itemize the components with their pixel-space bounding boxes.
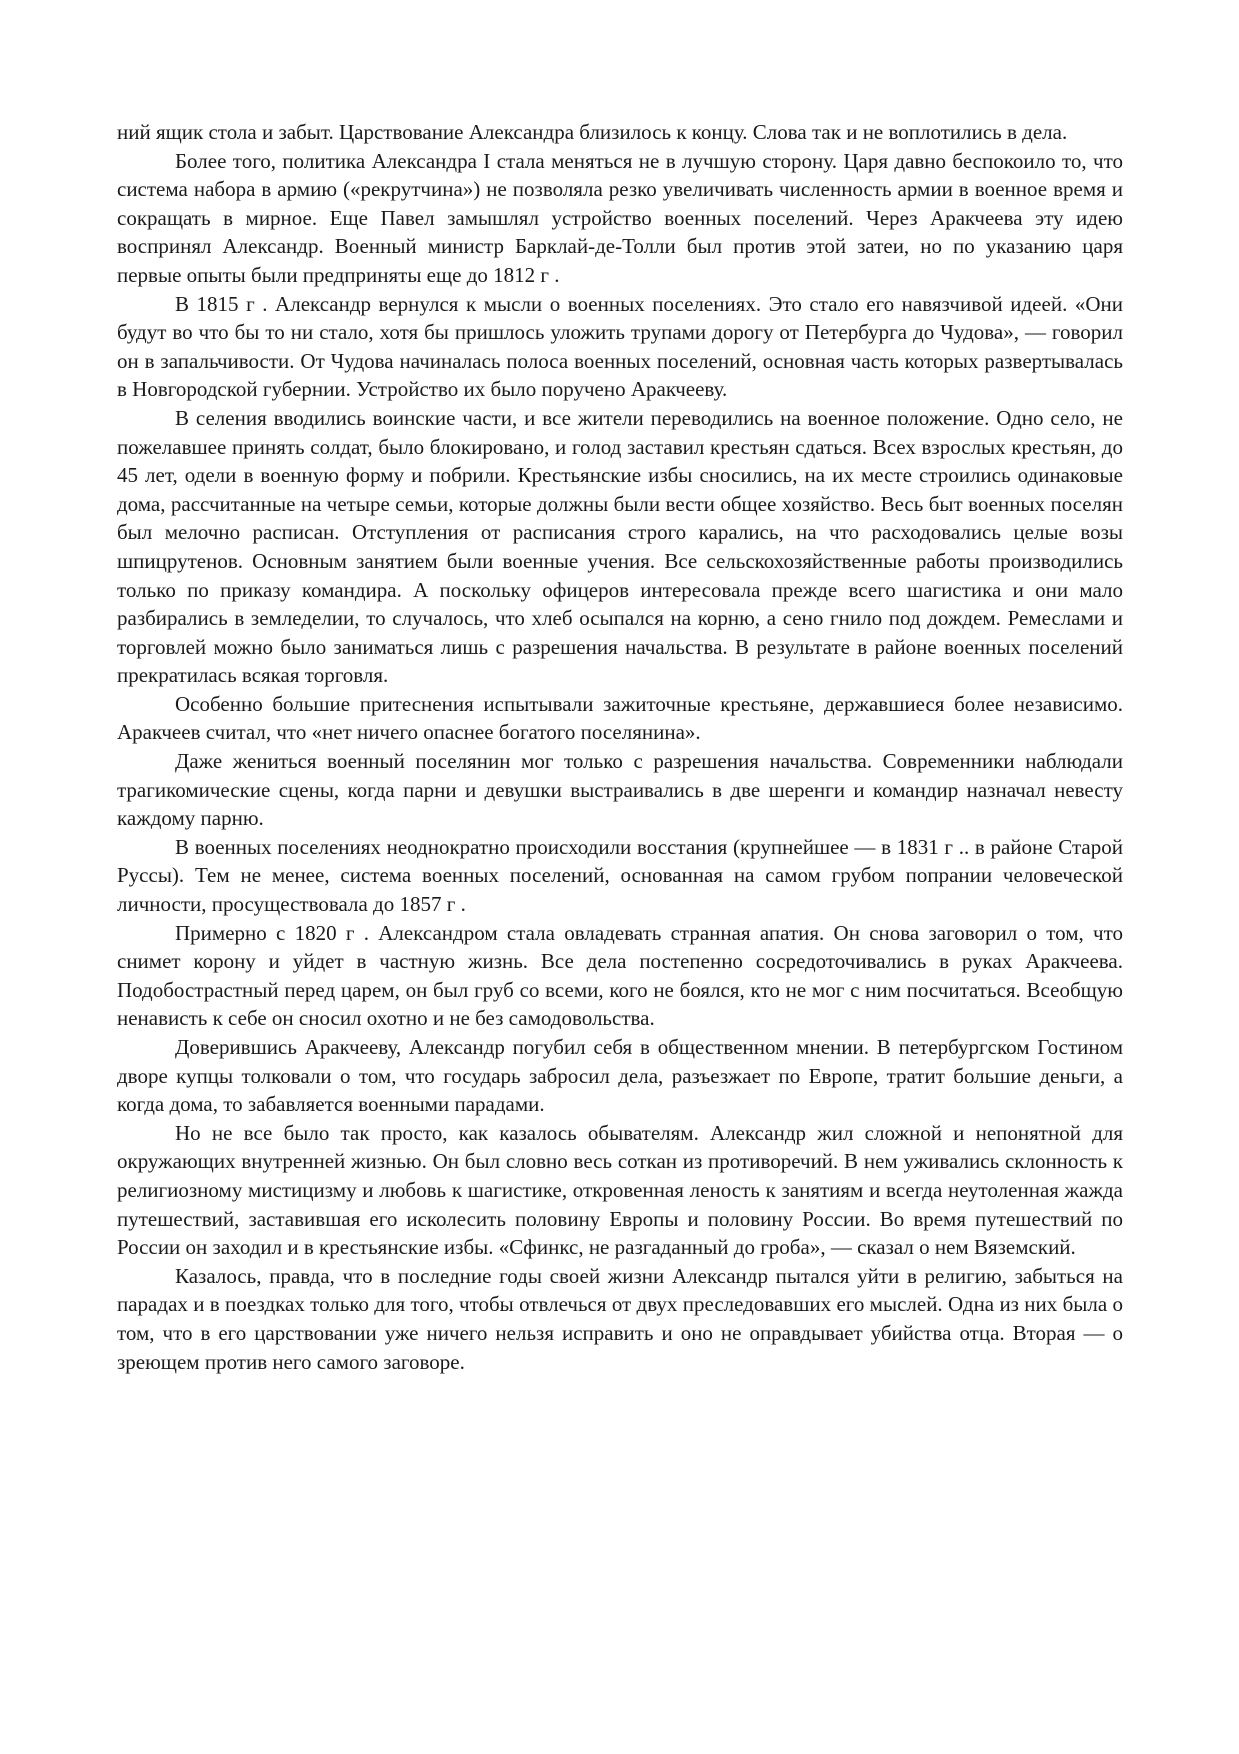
- paragraph: Но не все было так просто, как казалось обывателям. Александр жил сложной и непонятной для окружающих внутренней жизнью. Он был словно весь соткан из противоречий. В нем уживались склонность к религиозному мистицизму и любовь к шагистике, откровенная леность к занятиям и всегда неутоленная жажда путешествий, заставившая его исколесить половину Европы и половину России. Во время путешествий по России он заходил и в крестьянские избы. «Сфинкс, не разгаданный до гроба», — сказал о нем Вяземский.: [117, 1120, 1123, 1260]
- paragraph: В военных поселениях неоднократно происходили восстания (крупнейшее — в 1831 г .. в районе Старой Руссы). Тем не менее, система военных поселений, основанная на самом грубом попрании человеческой личности, просуществовала до 1857 г .: [117, 834, 1123, 917]
- paragraph: Доверившись Аракчееву, Александр погубил себя в общественном мнении. В петербургском Гостином дворе купцы толковали о том, что государь забросил дела, разъезжает по Европе, тратит большие деньги, а когда дома, то забавляется военными парадами.: [117, 1035, 1123, 1117]
- paragraph: В 1815 г . Александр вернулся к мысли о военных поселениях. Это стало его навязчивой идеей. «Они будут во что бы то ни стало, хотя бы пришлось уложить трупами дорогу от Петербурга до Чудова», — говорил он в запальчивости. От Чудова начиналась полоса военных поселений, основная часть которых развертывалась в Новгородской губернии. Устройство их было поручено Аракчееву.: [117, 291, 1123, 402]
- paragraph: В селения вводились воинские части, и все жители переводились на военное положение. Одно село, не пожелавшее принять солдат, было блокировано, и голод заставил крестьян сдаться. Всех взрослых крестьян, до 45 лет, одели в военную форму и побрили. Крестьянские избы сносились, на их месте строились одинаковые дома, рассчитанные на четыре семьи, которые должны были вести общее хозяйство. Весь быт военных поселян был мелочно расписан. Отступления от расписания строго карались, на что расходовались целые возы шпицрутенов. Основным занятием были военные учения. Все сельскохозяйственные работы производились только по приказу командира. А поскольку офицеров интересовала прежде всего шагистика и они мало разбирались в земледелии, то случалось, что хлеб осыпался на корню, а сено гнило под дождем. Ремеслами и торговлей можно было заниматься лишь с разрешения начальства. В результате в районе военных поселений прекратилась всякая торговля.: [117, 405, 1123, 688]
- paragraph-continuation: ний ящик стола и забыт. Царствование Александра близилось к концу. Слова так и не воплотились в дела.: [117, 120, 1068, 144]
- paragraph: Примерно с 1820 г . Александром стала овладевать странная апатия. Он снова заговорил о том, что снимет корону и уйдет в частную жизнь. Все дела постепенно сосредоточивались в руках Аракчеева. Подобострастный перед царем, он был груб со всеми, кого не боялся, кто не мог с ним посчитаться. Всеобщую ненависть к себе он сносил охотно и не без самодовольства.: [117, 920, 1123, 1031]
- paragraph: Особенно большие притеснения испытывали зажиточные крестьяне, державшиеся более независимо. Аракчеев считал, что «нет ничего опаснее богатого поселянина».: [117, 691, 1123, 745]
- paragraph: Казалось, правда, что в последние годы своей жизни Александр пытался уйти в религию, забыться на парадах и в поездках только для того, чтобы отвлечься от двух преследовавших его мыслей. Одна из них была о том, что в его царствовании уже ничего нельзя исправить и оно не оправдывает убийства отца. Вторая — о зреющем против него самого заговоре.: [117, 1263, 1123, 1374]
- document-page: [117, 118, 1123, 1376]
- paragraph: Более того, политика Александра I стала меняться не в лучшую сторону. Царя давно беспокоило то, что система набора в армию («рекрутчина») не позволяла резко увеличивать численность армии в военное время и сокращать в мирное. Еще Павел замышлял устройство военных поселений. Через Аракчеева эту идею воспринял Александр. Военный министр Барклай-де-Толли был против этой затеи, но по указанию царя первые опыты были предприняты еще до 1812 г .: [117, 148, 1123, 287]
- paragraph: Даже жениться военный поселянин мог только с разрешения начальства. Современники наблюдали трагикомические сцены, когда парни и девушки выстраивались в две шеренги и командир назначал невесту каждому парню.: [117, 749, 1123, 831]
